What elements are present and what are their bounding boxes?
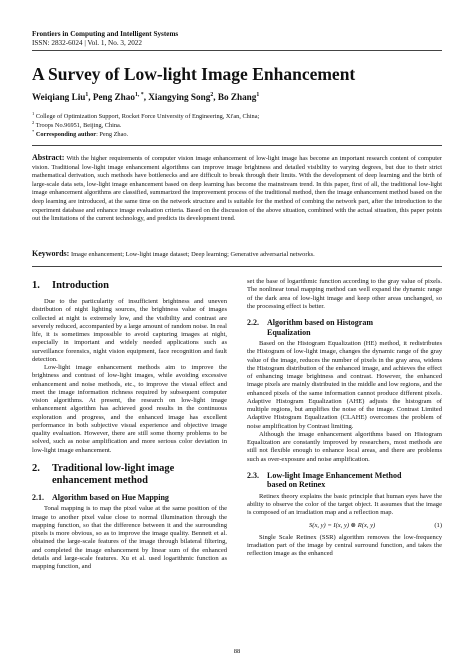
subsection-heading-hue-mapping [32, 493, 227, 503]
paragraph: Although the image enhancement algorithms based on Histogram Equalization are constantly improved by researchers, most methods are still not flexible enough to enhance local areas, and there are problems such as over-exposure and noise amplification. [247, 430, 442, 463]
section-heading-introduction [32, 280, 227, 292]
paragraph: Single Scale Retinex (SSR) algorithm removes the low-frequency irradiation part of the image by central surround function, and takes the reflection image as the enhanced [247, 533, 442, 558]
section-title: Traditional low-light image [52, 462, 175, 474]
journal-name: Frontiers in Computing and Intelligent Systems [32, 30, 179, 38]
author-name: Peng Zhao [92, 92, 135, 103]
section-number: 1. [32, 280, 40, 291]
author-sup: 1, * [134, 92, 144, 98]
affiliation-text: Troops No.96951, Beijing, China. [35, 122, 122, 130]
paragraph: Based on the Histogram Equalization (HE) method, it redistributes the Histogram of low-light image, changes the dynamic range of the gray value of the image, reduces the number of pixels in the gray area, widens the Histogram distribution of the enhanced image, and achieves the effect of enhancing image brightness and contrast. However, the enhanced image pixels are mainly distributed in the middle and low regions, and the enhanced pixels of the same information cannot produce different pixels. Adaptive Histogram Equalization (AHE) adjusts the histogram of multiple regions, but amplifies the noise of the image. Contrast Limited Adaptive Histogram Equalization (CLAHE) overcomes the problem of noise amplification by Contrast limiting. [247, 340, 442, 430]
affiliation-sup: 2 [32, 120, 35, 125]
paragraph: Retinex theory explains the basic principle that human eyes have the ability to observe the color of the target object. It assumes that the image is composed of an irradiation map and a reflection map. [247, 492, 442, 517]
journal-issn: ISSN: 2832-6024 | Vol. 1, No. 3, 2022 [32, 39, 142, 47]
subsection-heading-retinex [247, 471, 442, 490]
abstract-bottom-rule [32, 266, 442, 267]
paper-title: A Survey of Low-light Image Enhancement [32, 64, 356, 84]
page-number: 88 [233, 648, 241, 655]
keywords [32, 249, 442, 259]
subsection-number: 2.1. [32, 492, 44, 502]
corresponding-author [32, 129, 128, 138]
paragraph: Low-light image enhancement methods aim to improve the brightness and contrast of low-light images, while avoiding excessive enhancement and noise methods, etc., to improve the visual effect and meet the image information richness required by subsequent computer vision algorithms. At present, the research on low-light image enhancement algorithm has achieved good results in the continuous exploration and progress, and the enhanced image has excellent performance in both subjective visual experience and objective image quality evaluation. However, there are still some thorny problems to be solved, such as noise amplification and more serious color deviation in low-light image enhancement. [32, 364, 227, 454]
journal-header [32, 30, 178, 48]
author-name: Bo Zhang [217, 92, 257, 103]
keywords-label: Keywords: [32, 249, 70, 258]
affiliation-2 [32, 120, 121, 129]
keywords-text: Image enhancement; Low-light image dataset; Deep learning; Generative adversarial networks. [70, 251, 315, 258]
subsection-heading-histogram [247, 318, 442, 337]
abstract-text: With the higher requirements of computer vision image enhancement of low-light image has become an important research content of computer vision. Traditional low-light image enhancement algorithms can improve image brightness and detailed visibility to varying degrees, but due to their strict mathematical derivation, such methods have bottlenecks and are difficult to break through their limits. With the development of deep learning and the birth of large-scale data sets, low-light image enhancement based on deep learning has become the mainstream trend. In this paper, first of all, the traditional low-light image enhancement algorithms are classified, summarized the improvement process of the traditional method, then the image enhancement method based on the deep learning are introduced, at the same time on the network structure and is suitable for the method of combing the network part, after the introduction to the experiment database and enhance image evaluation criteria. Based on the discussion of the above situation, combined with the actual situation, this paper points out the limitations of the current technology, and predicts its development trend. [32, 155, 442, 223]
author-name: Xiangying Song [148, 92, 211, 103]
author-sep: , [143, 92, 149, 103]
section-heading-traditional [32, 463, 227, 487]
header-rule [32, 50, 442, 51]
subsection-title: Algorithm based on Hue Mapping [52, 492, 169, 502]
corresponding-author-text: Corresponding author: Peng Zhao. [35, 131, 129, 139]
section-number: 2. [32, 462, 40, 474]
author-sup: 2 [210, 92, 214, 98]
section-title: Introduction [52, 280, 109, 291]
paragraph: set the base of logarithmic function according to the gray value of pixels. The nonlinear tonal mapping method can well expand the dynamic range of the dark area of low-light image and keep other areas unchanged, so the processing effect is better. [247, 278, 442, 310]
subsection-title: Low-light Image Enhancement Method [267, 470, 402, 480]
left-column [32, 278, 227, 571]
author-name: Weiqiang Liu [32, 92, 86, 103]
author-sup: 1 [256, 92, 260, 98]
paragraph: Due to the particularity of insufficient brightness and uneven distribution of night lighting sources, the brightness value of images collected at night is extremely low, and the visibility and contrast are severely reduced, accompanied by a large amount of random noise. In real life, it is sometimes impossible to avoid capturing images at night, especially in important and widely needed applications such as surveillance forensics, night vision equipment, face recognition and fault detection. [32, 298, 227, 363]
affiliation-text: College of Optimization Support, Rocket Force University of Engineering, Xi'an, China; [35, 113, 260, 121]
subsection-title-continued: Equalization [267, 327, 311, 337]
subsection-number: 2.2. [247, 318, 259, 327]
author-sep: , [213, 92, 218, 103]
paragraph: Tonal mapping is to map the pixel value at the same position of the image to another pixel value close to normal illumination through the mapping function, so that the difference between it and the surrounding pixels is more obvious, so as to improve the image quality. Bennett et al. obtained the large-scale features of the image through bilateral filtering, and completed the image enhancement by linear sum of the enhanced details and large-scale features. Xu et al. used logarithmic function as mapping function, and [32, 505, 227, 570]
equation-body: S(x, y) = I(x, y) ⊗ R(x, y) [309, 521, 376, 529]
author-list [32, 92, 259, 102]
equation-number: (1) [434, 521, 442, 529]
affiliation-1 [32, 111, 259, 120]
author-sep: , [88, 92, 93, 103]
subsection-number: 2.3. [247, 470, 259, 480]
subsection-title-continued: based on Retinex [267, 480, 326, 490]
affiliation-sup: * [32, 129, 35, 134]
corresponding-author-label: Corresponding author [35, 131, 97, 139]
abstract-top-rule [32, 145, 442, 146]
author-sup: 1 [85, 92, 89, 98]
affiliation-sup: 1 [32, 111, 35, 116]
subsection-title: Algorithm based on Histogram [267, 318, 373, 327]
equation-1 [247, 518, 442, 534]
right-column [247, 278, 442, 559]
section-title-continued: enhancement method [52, 474, 148, 486]
abstract-label: Abstract: [32, 153, 65, 162]
abstract [32, 154, 442, 224]
